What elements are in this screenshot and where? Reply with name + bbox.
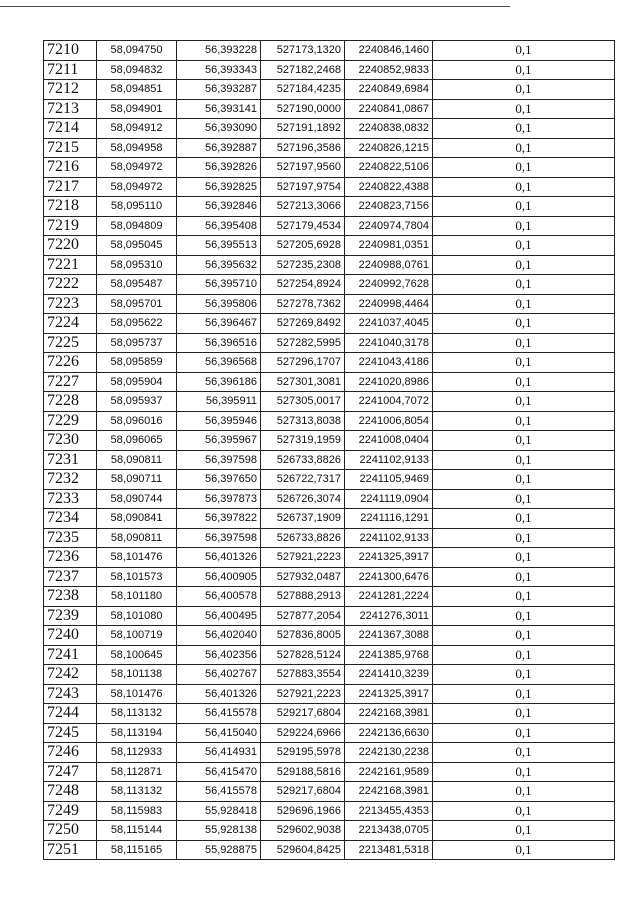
y-coordinate-cell: 2241385,9768 [345,645,433,665]
x-coordinate-cell: 527828,5124 [261,645,345,665]
longitude-cell: 56,393287 [177,80,261,100]
y-coordinate-cell: 2240974,7804 [345,216,433,236]
point-number-cell: 7240 [44,626,97,646]
accuracy-cell: 0,1 [433,684,615,704]
x-coordinate-cell: 527921,2223 [261,684,345,704]
accuracy-cell: 0,1 [433,743,615,763]
point-number-cell: 7235 [44,528,97,548]
accuracy-cell: 0,1 [433,567,615,587]
table-row [44,723,615,743]
longitude-cell: 56,402356 [177,645,261,665]
accuracy-cell: 0,1 [433,528,615,548]
x-coordinate-cell: 527883,3554 [261,665,345,685]
point-number-cell: 7246 [44,743,97,763]
longitude-cell: 56,396568 [177,353,261,373]
table-row [44,567,615,587]
accuracy-cell: 0,1 [433,119,615,139]
accuracy-cell: 0,1 [433,626,615,646]
y-coordinate-cell: 2241281,2224 [345,587,433,607]
accuracy-cell: 0,1 [433,60,615,80]
point-number-cell: 7218 [44,197,97,217]
latitude-cell: 58,115983 [97,801,177,821]
longitude-cell: 56,401326 [177,684,261,704]
longitude-cell: 55,928875 [177,840,261,860]
x-coordinate-cell: 529195,5978 [261,743,345,763]
point-number-cell: 7228 [44,392,97,412]
latitude-cell: 58,100645 [97,645,177,665]
point-number-cell: 7222 [44,275,97,295]
x-coordinate-cell: 527888,2913 [261,587,345,607]
table-row [44,294,615,314]
coordinates-table [43,40,615,860]
y-coordinate-cell: 2240998,4464 [345,294,433,314]
latitude-cell: 58,100719 [97,626,177,646]
y-coordinate-cell: 2241367,3088 [345,626,433,646]
x-coordinate-cell: 529604,8425 [261,840,345,860]
point-number-cell: 7229 [44,411,97,431]
point-number-cell: 7250 [44,821,97,841]
latitude-cell: 58,094809 [97,216,177,236]
table-row [44,158,615,178]
x-coordinate-cell: 527932,0487 [261,567,345,587]
table-row [44,41,615,61]
accuracy-cell: 0,1 [433,392,615,412]
latitude-cell: 58,096065 [97,431,177,451]
x-coordinate-cell: 527921,2223 [261,548,345,568]
longitude-cell: 56,396467 [177,314,261,334]
accuracy-cell: 0,1 [433,353,615,373]
y-coordinate-cell: 2241037,4045 [345,314,433,334]
x-coordinate-cell: 527254,8924 [261,275,345,295]
latitude-cell: 58,090811 [97,450,177,470]
longitude-cell: 56,395408 [177,216,261,236]
longitude-cell: 56,395946 [177,411,261,431]
longitude-cell: 56,400495 [177,606,261,626]
longitude-cell: 56,395806 [177,294,261,314]
accuracy-cell: 0,1 [433,821,615,841]
point-number-cell: 7238 [44,587,97,607]
accuracy-cell: 0,1 [433,314,615,334]
point-number-cell: 7214 [44,119,97,139]
point-number-cell: 7243 [44,684,97,704]
point-number-cell: 7244 [44,704,97,724]
longitude-cell: 56,393343 [177,60,261,80]
latitude-cell: 58,095110 [97,197,177,217]
x-coordinate-cell: 526737,1909 [261,509,345,529]
longitude-cell: 55,928138 [177,821,261,841]
latitude-cell: 58,095859 [97,353,177,373]
table-row [44,782,615,802]
latitude-cell: 58,094972 [97,177,177,197]
table-row [44,255,615,275]
y-coordinate-cell: 2242136,6630 [345,723,433,743]
point-number-cell: 7227 [44,372,97,392]
latitude-cell: 58,101476 [97,548,177,568]
point-number-cell: 7213 [44,99,97,119]
x-coordinate-cell: 529188,5816 [261,762,345,782]
y-coordinate-cell: 2241410,3239 [345,665,433,685]
x-coordinate-cell: 527173,1320 [261,41,345,61]
accuracy-cell: 0,1 [433,665,615,685]
point-number-cell: 7217 [44,177,97,197]
x-coordinate-cell: 529217,6804 [261,704,345,724]
accuracy-cell: 0,1 [433,138,615,158]
table-row [44,762,615,782]
x-coordinate-cell: 527305,0017 [261,392,345,412]
y-coordinate-cell: 2241040,3178 [345,333,433,353]
x-coordinate-cell: 529217,6804 [261,782,345,802]
latitude-cell: 58,095937 [97,392,177,412]
table-row [44,665,615,685]
table-row [44,743,615,763]
x-coordinate-cell: 527197,9754 [261,177,345,197]
point-number-cell: 7234 [44,509,97,529]
y-coordinate-cell: 2241020,8986 [345,372,433,392]
y-coordinate-cell: 2240981,0351 [345,236,433,256]
latitude-cell: 58,095737 [97,333,177,353]
longitude-cell: 56,414931 [177,743,261,763]
y-coordinate-cell: 2241105,9469 [345,470,433,490]
x-coordinate-cell: 527197,9560 [261,158,345,178]
table-row [44,60,615,80]
y-coordinate-cell: 2240992,7628 [345,275,433,295]
point-number-cell: 7210 [44,41,97,61]
latitude-cell: 58,101476 [97,684,177,704]
table-row [44,821,615,841]
table-row [44,333,615,353]
accuracy-cell: 0,1 [433,489,615,509]
table-row [44,840,615,860]
accuracy-cell: 0,1 [433,840,615,860]
point-number-cell: 7230 [44,431,97,451]
longitude-cell: 55,928418 [177,801,261,821]
latitude-cell: 58,090841 [97,509,177,529]
y-coordinate-cell: 2241276,3011 [345,606,433,626]
latitude-cell: 58,112871 [97,762,177,782]
point-number-cell: 7233 [44,489,97,509]
table-row [44,275,615,295]
table-row [44,450,615,470]
longitude-cell: 56,392826 [177,158,261,178]
y-coordinate-cell: 2241300,6476 [345,567,433,587]
y-coordinate-cell: 2242161,9589 [345,762,433,782]
accuracy-cell: 0,1 [433,801,615,821]
point-number-cell: 7224 [44,314,97,334]
longitude-cell: 56,396516 [177,333,261,353]
accuracy-cell: 0,1 [433,333,615,353]
x-coordinate-cell: 529696,1966 [261,801,345,821]
table-row [44,177,615,197]
longitude-cell: 56,415578 [177,782,261,802]
longitude-cell: 56,400905 [177,567,261,587]
x-coordinate-cell: 527269,8492 [261,314,345,334]
y-coordinate-cell: 2242130,2238 [345,743,433,763]
longitude-cell: 56,397650 [177,470,261,490]
x-coordinate-cell: 527184,4235 [261,80,345,100]
longitude-cell: 56,397598 [177,528,261,548]
accuracy-cell: 0,1 [433,762,615,782]
latitude-cell: 58,115144 [97,821,177,841]
longitude-cell: 56,395632 [177,255,261,275]
y-coordinate-cell: 2241325,3917 [345,684,433,704]
latitude-cell: 58,101138 [97,665,177,685]
point-number-cell: 7212 [44,80,97,100]
latitude-cell: 58,090811 [97,528,177,548]
accuracy-cell: 0,1 [433,158,615,178]
x-coordinate-cell: 527313,8038 [261,411,345,431]
accuracy-cell: 0,1 [433,197,615,217]
point-number-cell: 7226 [44,353,97,373]
table-row [44,99,615,119]
point-number-cell: 7241 [44,645,97,665]
table-row [44,606,615,626]
x-coordinate-cell: 527301,3081 [261,372,345,392]
longitude-cell: 56,415578 [177,704,261,724]
latitude-cell: 58,095487 [97,275,177,295]
latitude-cell: 58,113194 [97,723,177,743]
table-row [44,431,615,451]
latitude-cell: 58,112933 [97,743,177,763]
y-coordinate-cell: 2240988,0761 [345,255,433,275]
x-coordinate-cell: 527190,0000 [261,99,345,119]
table-row [44,411,615,431]
latitude-cell: 58,095045 [97,236,177,256]
point-number-cell: 7225 [44,333,97,353]
table-row [44,197,615,217]
longitude-cell: 56,402767 [177,665,261,685]
longitude-cell: 56,402040 [177,626,261,646]
x-coordinate-cell: 527282,5995 [261,333,345,353]
point-number-cell: 7245 [44,723,97,743]
point-number-cell: 7221 [44,255,97,275]
table-row [44,119,615,139]
table-row [44,528,615,548]
accuracy-cell: 0,1 [433,704,615,724]
latitude-cell: 58,095904 [97,372,177,392]
point-number-cell: 7249 [44,801,97,821]
x-coordinate-cell: 527877,2054 [261,606,345,626]
y-coordinate-cell: 2242168,3981 [345,782,433,802]
table-row [44,216,615,236]
accuracy-cell: 0,1 [433,782,615,802]
x-coordinate-cell: 526722,7317 [261,470,345,490]
y-coordinate-cell: 2241006,8054 [345,411,433,431]
table-row [44,684,615,704]
table-row [44,314,615,334]
table-row [44,470,615,490]
longitude-cell: 56,397822 [177,509,261,529]
x-coordinate-cell: 529602,9038 [261,821,345,841]
longitude-cell: 56,392846 [177,197,261,217]
latitude-cell: 58,101080 [97,606,177,626]
y-coordinate-cell: 2240846,1460 [345,41,433,61]
page-top-rule [0,6,510,7]
accuracy-cell: 0,1 [433,509,615,529]
latitude-cell: 58,090711 [97,470,177,490]
accuracy-cell: 0,1 [433,450,615,470]
y-coordinate-cell: 2241004,7072 [345,392,433,412]
y-coordinate-cell: 2241116,1291 [345,509,433,529]
latitude-cell: 58,094901 [97,99,177,119]
accuracy-cell: 0,1 [433,587,615,607]
latitude-cell: 58,101180 [97,587,177,607]
longitude-cell: 56,395911 [177,392,261,412]
point-number-cell: 7237 [44,567,97,587]
point-number-cell: 7223 [44,294,97,314]
point-number-cell: 7215 [44,138,97,158]
table-row [44,392,615,412]
longitude-cell: 56,392825 [177,177,261,197]
accuracy-cell: 0,1 [433,255,615,275]
accuracy-cell: 0,1 [433,41,615,61]
latitude-cell: 58,090744 [97,489,177,509]
latitude-cell: 58,094851 [97,80,177,100]
table-row [44,353,615,373]
point-number-cell: 7251 [44,840,97,860]
longitude-cell: 56,415040 [177,723,261,743]
longitude-cell: 56,392887 [177,138,261,158]
y-coordinate-cell: 2240826,1215 [345,138,433,158]
longitude-cell: 56,401326 [177,548,261,568]
x-coordinate-cell: 526733,8826 [261,450,345,470]
x-coordinate-cell: 527179,4534 [261,216,345,236]
y-coordinate-cell: 2241008,0404 [345,431,433,451]
accuracy-cell: 0,1 [433,80,615,100]
x-coordinate-cell: 529224,6966 [261,723,345,743]
accuracy-cell: 0,1 [433,431,615,451]
table-row [44,548,615,568]
table-row [44,509,615,529]
accuracy-cell: 0,1 [433,177,615,197]
x-coordinate-cell: 527196,3586 [261,138,345,158]
latitude-cell: 58,094958 [97,138,177,158]
x-coordinate-cell: 526726,3074 [261,489,345,509]
y-coordinate-cell: 2241325,3917 [345,548,433,568]
table-row [44,587,615,607]
longitude-cell: 56,393228 [177,41,261,61]
point-number-cell: 7247 [44,762,97,782]
table-row [44,80,615,100]
y-coordinate-cell: 2241102,9133 [345,528,433,548]
point-number-cell: 7216 [44,158,97,178]
latitude-cell: 58,101573 [97,567,177,587]
accuracy-cell: 0,1 [433,723,615,743]
point-number-cell: 7242 [44,665,97,685]
x-coordinate-cell: 527182,2468 [261,60,345,80]
latitude-cell: 58,094912 [97,119,177,139]
y-coordinate-cell: 2240822,5106 [345,158,433,178]
longitude-cell: 56,396186 [177,372,261,392]
accuracy-cell: 0,1 [433,236,615,256]
x-coordinate-cell: 527278,7362 [261,294,345,314]
point-number-cell: 7236 [44,548,97,568]
latitude-cell: 58,095310 [97,255,177,275]
table-row [44,704,615,724]
coordinates-table-body [44,41,615,860]
latitude-cell: 58,096016 [97,411,177,431]
accuracy-cell: 0,1 [433,606,615,626]
longitude-cell: 56,400578 [177,587,261,607]
longitude-cell: 56,415470 [177,762,261,782]
y-coordinate-cell: 2241119,0904 [345,489,433,509]
x-coordinate-cell: 527836,8005 [261,626,345,646]
y-coordinate-cell: 2241102,9133 [345,450,433,470]
y-coordinate-cell: 2240822,4388 [345,177,433,197]
accuracy-cell: 0,1 [433,411,615,431]
accuracy-cell: 0,1 [433,372,615,392]
accuracy-cell: 0,1 [433,645,615,665]
table-row [44,801,615,821]
table-row [44,138,615,158]
latitude-cell: 58,113132 [97,704,177,724]
y-coordinate-cell: 2213455,4353 [345,801,433,821]
latitude-cell: 58,094832 [97,60,177,80]
y-coordinate-cell: 2241043,4186 [345,353,433,373]
accuracy-cell: 0,1 [433,99,615,119]
accuracy-cell: 0,1 [433,294,615,314]
latitude-cell: 58,095622 [97,314,177,334]
y-coordinate-cell: 2240841,0867 [345,99,433,119]
point-number-cell: 7220 [44,236,97,256]
x-coordinate-cell: 526733,8826 [261,528,345,548]
longitude-cell: 56,395967 [177,431,261,451]
point-number-cell: 7232 [44,470,97,490]
y-coordinate-cell: 2240823,7156 [345,197,433,217]
accuracy-cell: 0,1 [433,216,615,236]
point-number-cell: 7231 [44,450,97,470]
point-number-cell: 7219 [44,216,97,236]
latitude-cell: 58,094750 [97,41,177,61]
latitude-cell: 58,095701 [97,294,177,314]
table-row [44,645,615,665]
accuracy-cell: 0,1 [433,275,615,295]
y-coordinate-cell: 2242168,3981 [345,704,433,724]
longitude-cell: 56,397873 [177,489,261,509]
y-coordinate-cell: 2240849,6984 [345,80,433,100]
point-number-cell: 7211 [44,60,97,80]
table-row [44,626,615,646]
y-coordinate-cell: 2213438,0705 [345,821,433,841]
x-coordinate-cell: 527235,2308 [261,255,345,275]
x-coordinate-cell: 527213,3066 [261,197,345,217]
y-coordinate-cell: 2240838,0832 [345,119,433,139]
longitude-cell: 56,397598 [177,450,261,470]
latitude-cell: 58,115165 [97,840,177,860]
longitude-cell: 56,395710 [177,275,261,295]
point-number-cell: 7239 [44,606,97,626]
y-coordinate-cell: 2213481,5318 [345,840,433,860]
longitude-cell: 56,393090 [177,119,261,139]
x-coordinate-cell: 527319,1959 [261,431,345,451]
longitude-cell: 56,395513 [177,236,261,256]
latitude-cell: 58,113132 [97,782,177,802]
x-coordinate-cell: 527205,6928 [261,236,345,256]
table-row [44,236,615,256]
accuracy-cell: 0,1 [433,548,615,568]
accuracy-cell: 0,1 [433,470,615,490]
y-coordinate-cell: 2240852,9833 [345,60,433,80]
x-coordinate-cell: 527191,1892 [261,119,345,139]
latitude-cell: 58,094972 [97,158,177,178]
table-row [44,372,615,392]
point-number-cell: 7248 [44,782,97,802]
longitude-cell: 56,393141 [177,99,261,119]
x-coordinate-cell: 527296,1707 [261,353,345,373]
table-row [44,489,615,509]
